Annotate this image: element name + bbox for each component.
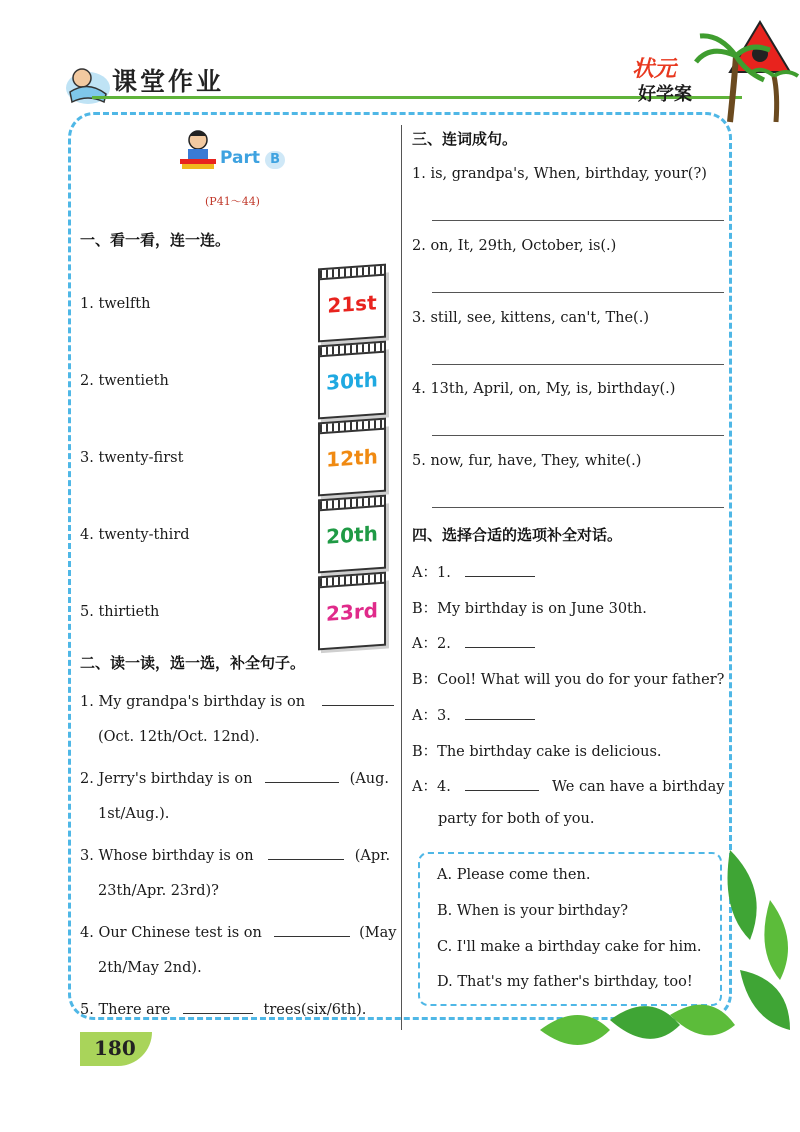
page-reference: (P41～44) <box>205 195 260 208</box>
calendar-card <box>318 578 386 651</box>
section1-title: 一、看一看，连一连。 <box>80 231 231 249</box>
reorder-item-5: 5. now, fur, have, They, white(.) <box>412 453 642 469</box>
answer-line[interactable] <box>432 507 724 508</box>
question-options-cont: 23th/Apr. 23rd)? <box>98 883 219 899</box>
calendar-date: 23rd <box>325 598 378 626</box>
reorder-item-2: 2. on, It, 29th, October, is(.) <box>412 238 617 254</box>
match-item-1: 1. twelfth <box>80 296 151 312</box>
answer-line[interactable] <box>432 220 724 221</box>
brand-name-line1: 状元 <box>632 57 677 82</box>
option-b: B. When is your birthday? <box>437 903 629 919</box>
match-item-4: 4. twenty-third <box>80 527 190 543</box>
fill-question-4 <box>80 922 396 941</box>
answer-line[interactable] <box>432 292 724 293</box>
question-options-cont: 2th/May 2nd). <box>98 960 202 976</box>
speaker-line: A：1. <box>412 565 451 581</box>
answer-blank[interactable] <box>465 633 535 648</box>
page-number-tab <box>80 1032 152 1066</box>
calendar-date: 12th <box>326 444 378 472</box>
question-options-cont: 1st/Aug.). <box>98 806 170 822</box>
question-options: (May <box>359 925 397 941</box>
speaker-line: A：2. <box>412 636 451 652</box>
calendar-card <box>318 501 386 574</box>
dialogue-b1: B：My birthday is on June 30th. <box>412 601 647 617</box>
palm-tree-logo-icon <box>690 14 800 124</box>
section3-title: 三、连词成句。 <box>412 130 518 148</box>
brand-name-line2: 好学案 <box>638 84 692 105</box>
fill-question-5 <box>80 999 366 1018</box>
answer-blank[interactable] <box>183 999 253 1014</box>
speaker-line-cont: We can have a birthday <box>552 779 725 795</box>
match-item-2: 2. twentieth <box>80 373 169 389</box>
question-text: 4. Our Chinese test is on <box>80 925 262 941</box>
answer-blank[interactable] <box>465 705 535 720</box>
question-text: 1. My grandpa's birthday is on <box>80 694 306 710</box>
part-letter-badge: B <box>265 151 285 169</box>
answer-blank[interactable] <box>268 845 344 860</box>
question-text: 3. Whose birthday is on <box>80 848 254 864</box>
answer-blank[interactable] <box>322 691 394 706</box>
answer-line[interactable] <box>432 364 724 365</box>
match-item-3: 3. twenty-first <box>80 450 184 466</box>
fill-question-1 <box>80 691 394 710</box>
speaker-line: A：4. <box>412 779 451 795</box>
question-text: 2. Jerry's birthday is on <box>80 771 253 787</box>
option-d: D. That's my father's birthday, too! <box>437 974 693 990</box>
part-label: Part <box>220 148 260 168</box>
boy-with-books-icon <box>178 128 218 172</box>
fill-question-2 <box>80 768 389 787</box>
dialogue-b3: B：The birthday cake is delicious. <box>412 744 662 760</box>
question-options: (Oct. 12th/Oct. 12nd). <box>98 729 260 745</box>
calendar-date: 30th <box>326 367 378 395</box>
column-divider <box>401 125 402 1030</box>
dialogue-a1 <box>412 561 535 582</box>
fill-question-3 <box>80 845 390 864</box>
match-item-5: 5. thirtieth <box>80 604 160 620</box>
answer-blank[interactable] <box>465 562 535 577</box>
answer-blank[interactable] <box>274 922 350 937</box>
section4-title: 四、选择合适的选项补全对话。 <box>412 526 623 544</box>
dialogue-a3 <box>412 704 535 725</box>
question-options: (Apr. <box>354 848 391 864</box>
dialogue-a2 <box>412 632 535 653</box>
question-options: (Aug. <box>349 771 390 787</box>
dialogue-a4-cont: party for both of you. <box>438 811 595 827</box>
answer-blank[interactable] <box>265 768 339 783</box>
calendar-date: 21st <box>327 290 377 318</box>
speaker-line: A：3. <box>412 708 451 724</box>
part-heading <box>220 148 285 169</box>
option-c: C. I'll make a birthday cake for him. <box>437 939 702 955</box>
calendar-date: 20th <box>326 521 378 549</box>
answer-line[interactable] <box>432 435 724 436</box>
calendar-card <box>318 424 386 497</box>
header-title: 课堂作业 <box>112 67 225 96</box>
option-a: A. Please come then. <box>437 867 591 883</box>
reorder-item-1: 1. is, grandpa's, When, birthday, your(?) <box>412 166 707 182</box>
calendar-card <box>318 270 386 343</box>
calendar-card <box>318 347 386 420</box>
dialogue-b2: B：Cool! What will you do for your father? <box>412 672 725 688</box>
reorder-item-3: 3. still, see, kittens, can't, The(.) <box>412 310 649 326</box>
reorder-item-4: 4. 13th, April, on, My, is, birthday(.) <box>412 381 676 397</box>
answer-blank[interactable] <box>465 776 539 791</box>
leaves-decoration-icon <box>520 830 800 1070</box>
dialogue-a4 <box>412 775 724 796</box>
page-number: 180 <box>94 1036 136 1060</box>
section2-title: 二、读一读，选一选，补全句子。 <box>80 654 306 672</box>
question-text: 5. There are <box>80 1002 171 1018</box>
question-options: trees(six/6th). <box>263 1002 367 1018</box>
kid-reading-icon <box>58 58 114 108</box>
